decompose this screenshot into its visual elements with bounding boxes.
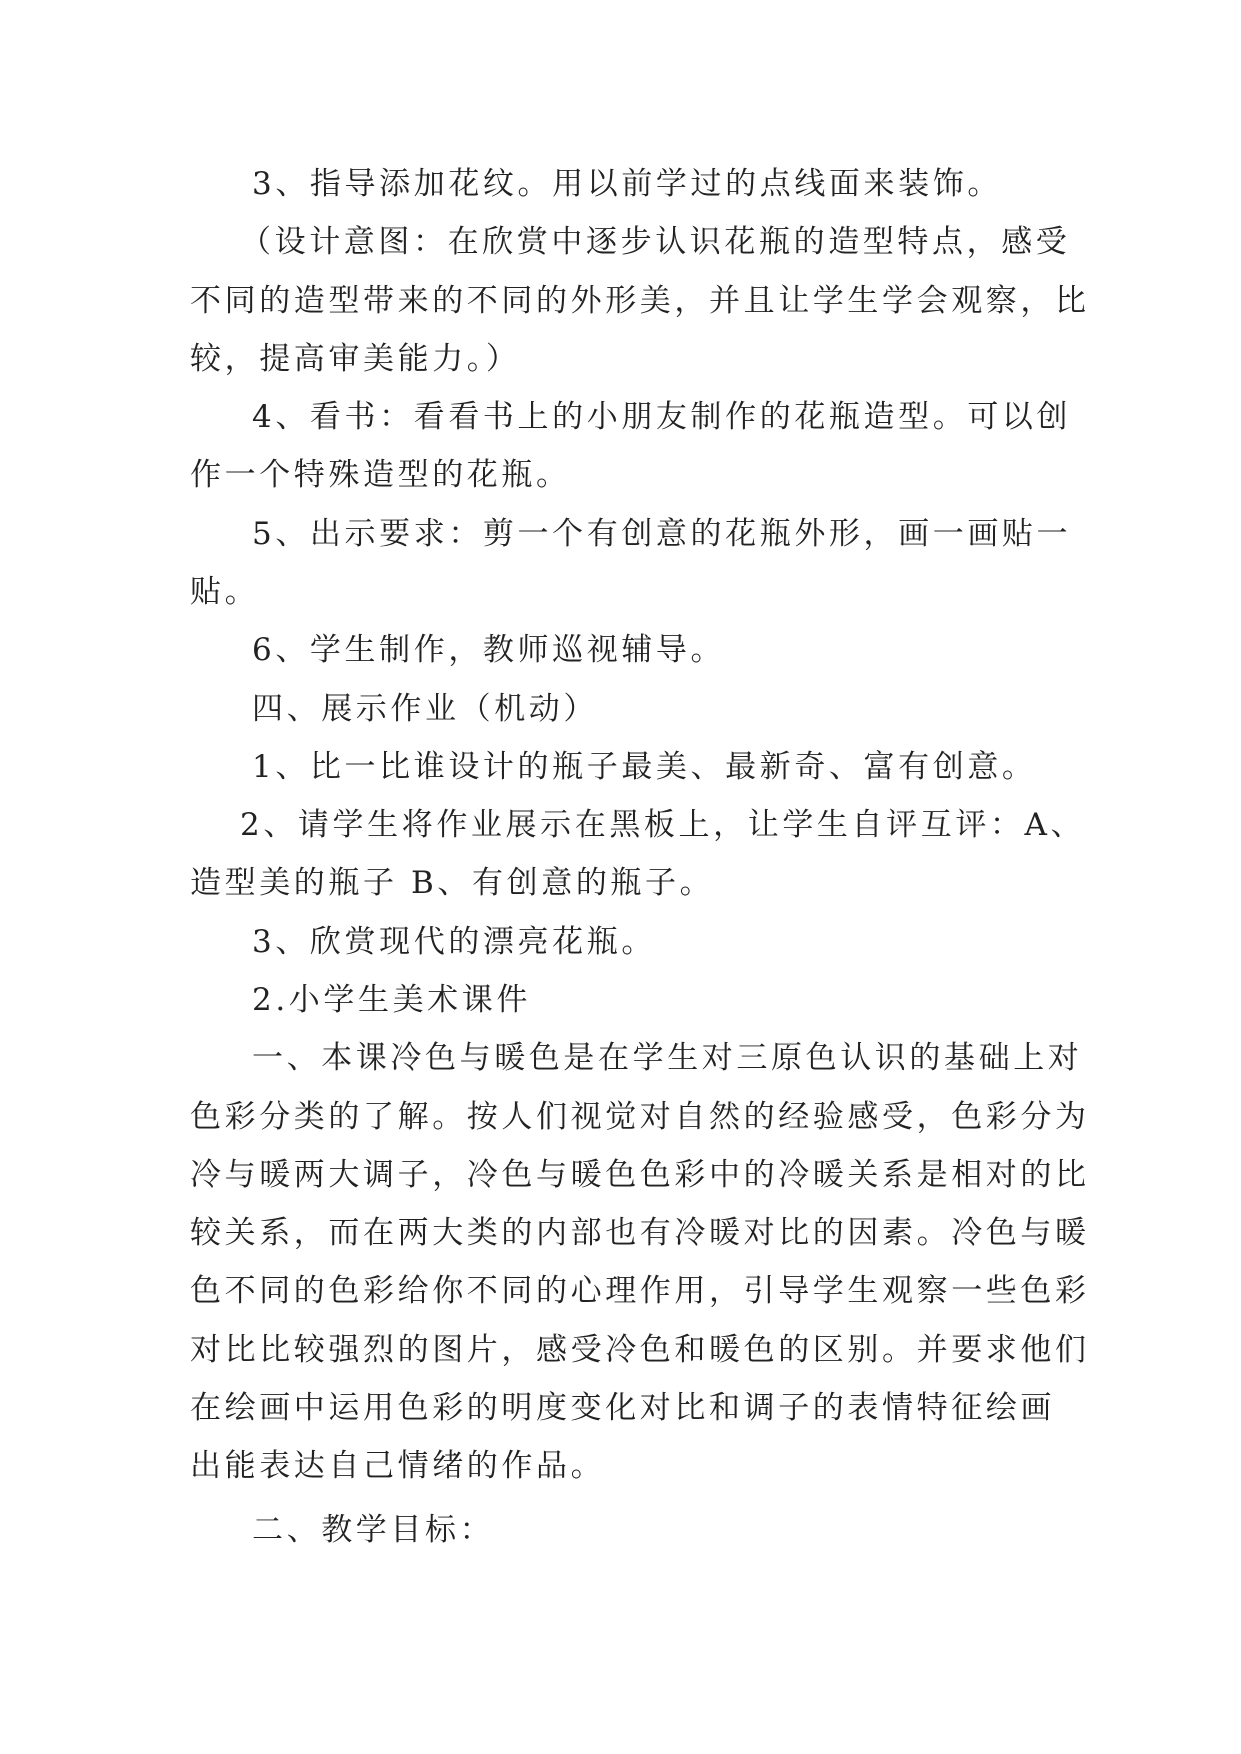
text-line-item-1: 1、比一比谁设计的瓶子最美、最新奇、富有创意。 xyxy=(252,749,1037,785)
text-line-design-intent: （设计意图：在欣赏中逐步认识花瓶的造型特点，感受 xyxy=(240,224,1071,260)
text-line: 色不同的色彩给你不同的心理作用，引导学生观察一些色彩 xyxy=(190,1273,1090,1309)
text-line: 贴。 xyxy=(190,574,260,610)
text-line: 不同的造型带来的不同的外形美，并且让学生学会观察，比 xyxy=(190,283,1090,319)
text-line: 在绘画中运用色彩的明度变化对比和调子的表情特征绘画 xyxy=(190,1390,1055,1426)
section-heading-display: 四、展示作业（机动） xyxy=(252,691,598,727)
text-line: 造型美的瓶子 B、有创意的瓶子。 xyxy=(190,865,715,901)
text-line-step-6: 6、学生制作，教师巡视辅导。 xyxy=(252,632,726,668)
text-line: 色彩分类的了解。按人们视觉对自然的经验感受，色彩分为 xyxy=(190,1099,1090,1135)
text-line: 出能表达自己情绪的作品。 xyxy=(190,1448,606,1484)
text-line-item-2: 2、请学生将作业展示在黑板上，让学生自评互评：A、 xyxy=(240,807,1086,843)
text-line: 作一个特殊造型的花瓶。 xyxy=(190,457,571,493)
text-line-item-3: 3、欣赏现代的漂亮花瓶。 xyxy=(252,924,656,960)
text-line-paragraph-start: 一、本课冷色与暖色是在学生对三原色认识的基础上对 xyxy=(252,1040,1083,1076)
text-line: 较关系，而在两大类的内部也有冷暖对比的因素。冷色与暖 xyxy=(190,1215,1090,1251)
text-line: 冷与暖两大调子，冷色与暖色色彩中的冷暖关系是相对的比 xyxy=(190,1157,1090,1193)
text-line-step-4: 4、看书：看看书上的小朋友制作的花瓶造型。可以创 xyxy=(252,399,1072,435)
text-line-step-3: 3、指导添加花纹。用以前学过的点线面来装饰。 xyxy=(252,166,1002,202)
section-heading-goals: 二、教学目标： xyxy=(252,1512,495,1548)
text-line: 对比比较强烈的图片，感受冷色和暖色的区别。并要求他们 xyxy=(190,1332,1090,1368)
text-line: 较，提高审美能力。） xyxy=(190,341,521,377)
section-title: 2.小学生美术课件 xyxy=(252,982,531,1018)
text-line-step-5: 5、出示要求：剪一个有创意的花瓶外形，画一画贴一 xyxy=(252,516,1072,552)
